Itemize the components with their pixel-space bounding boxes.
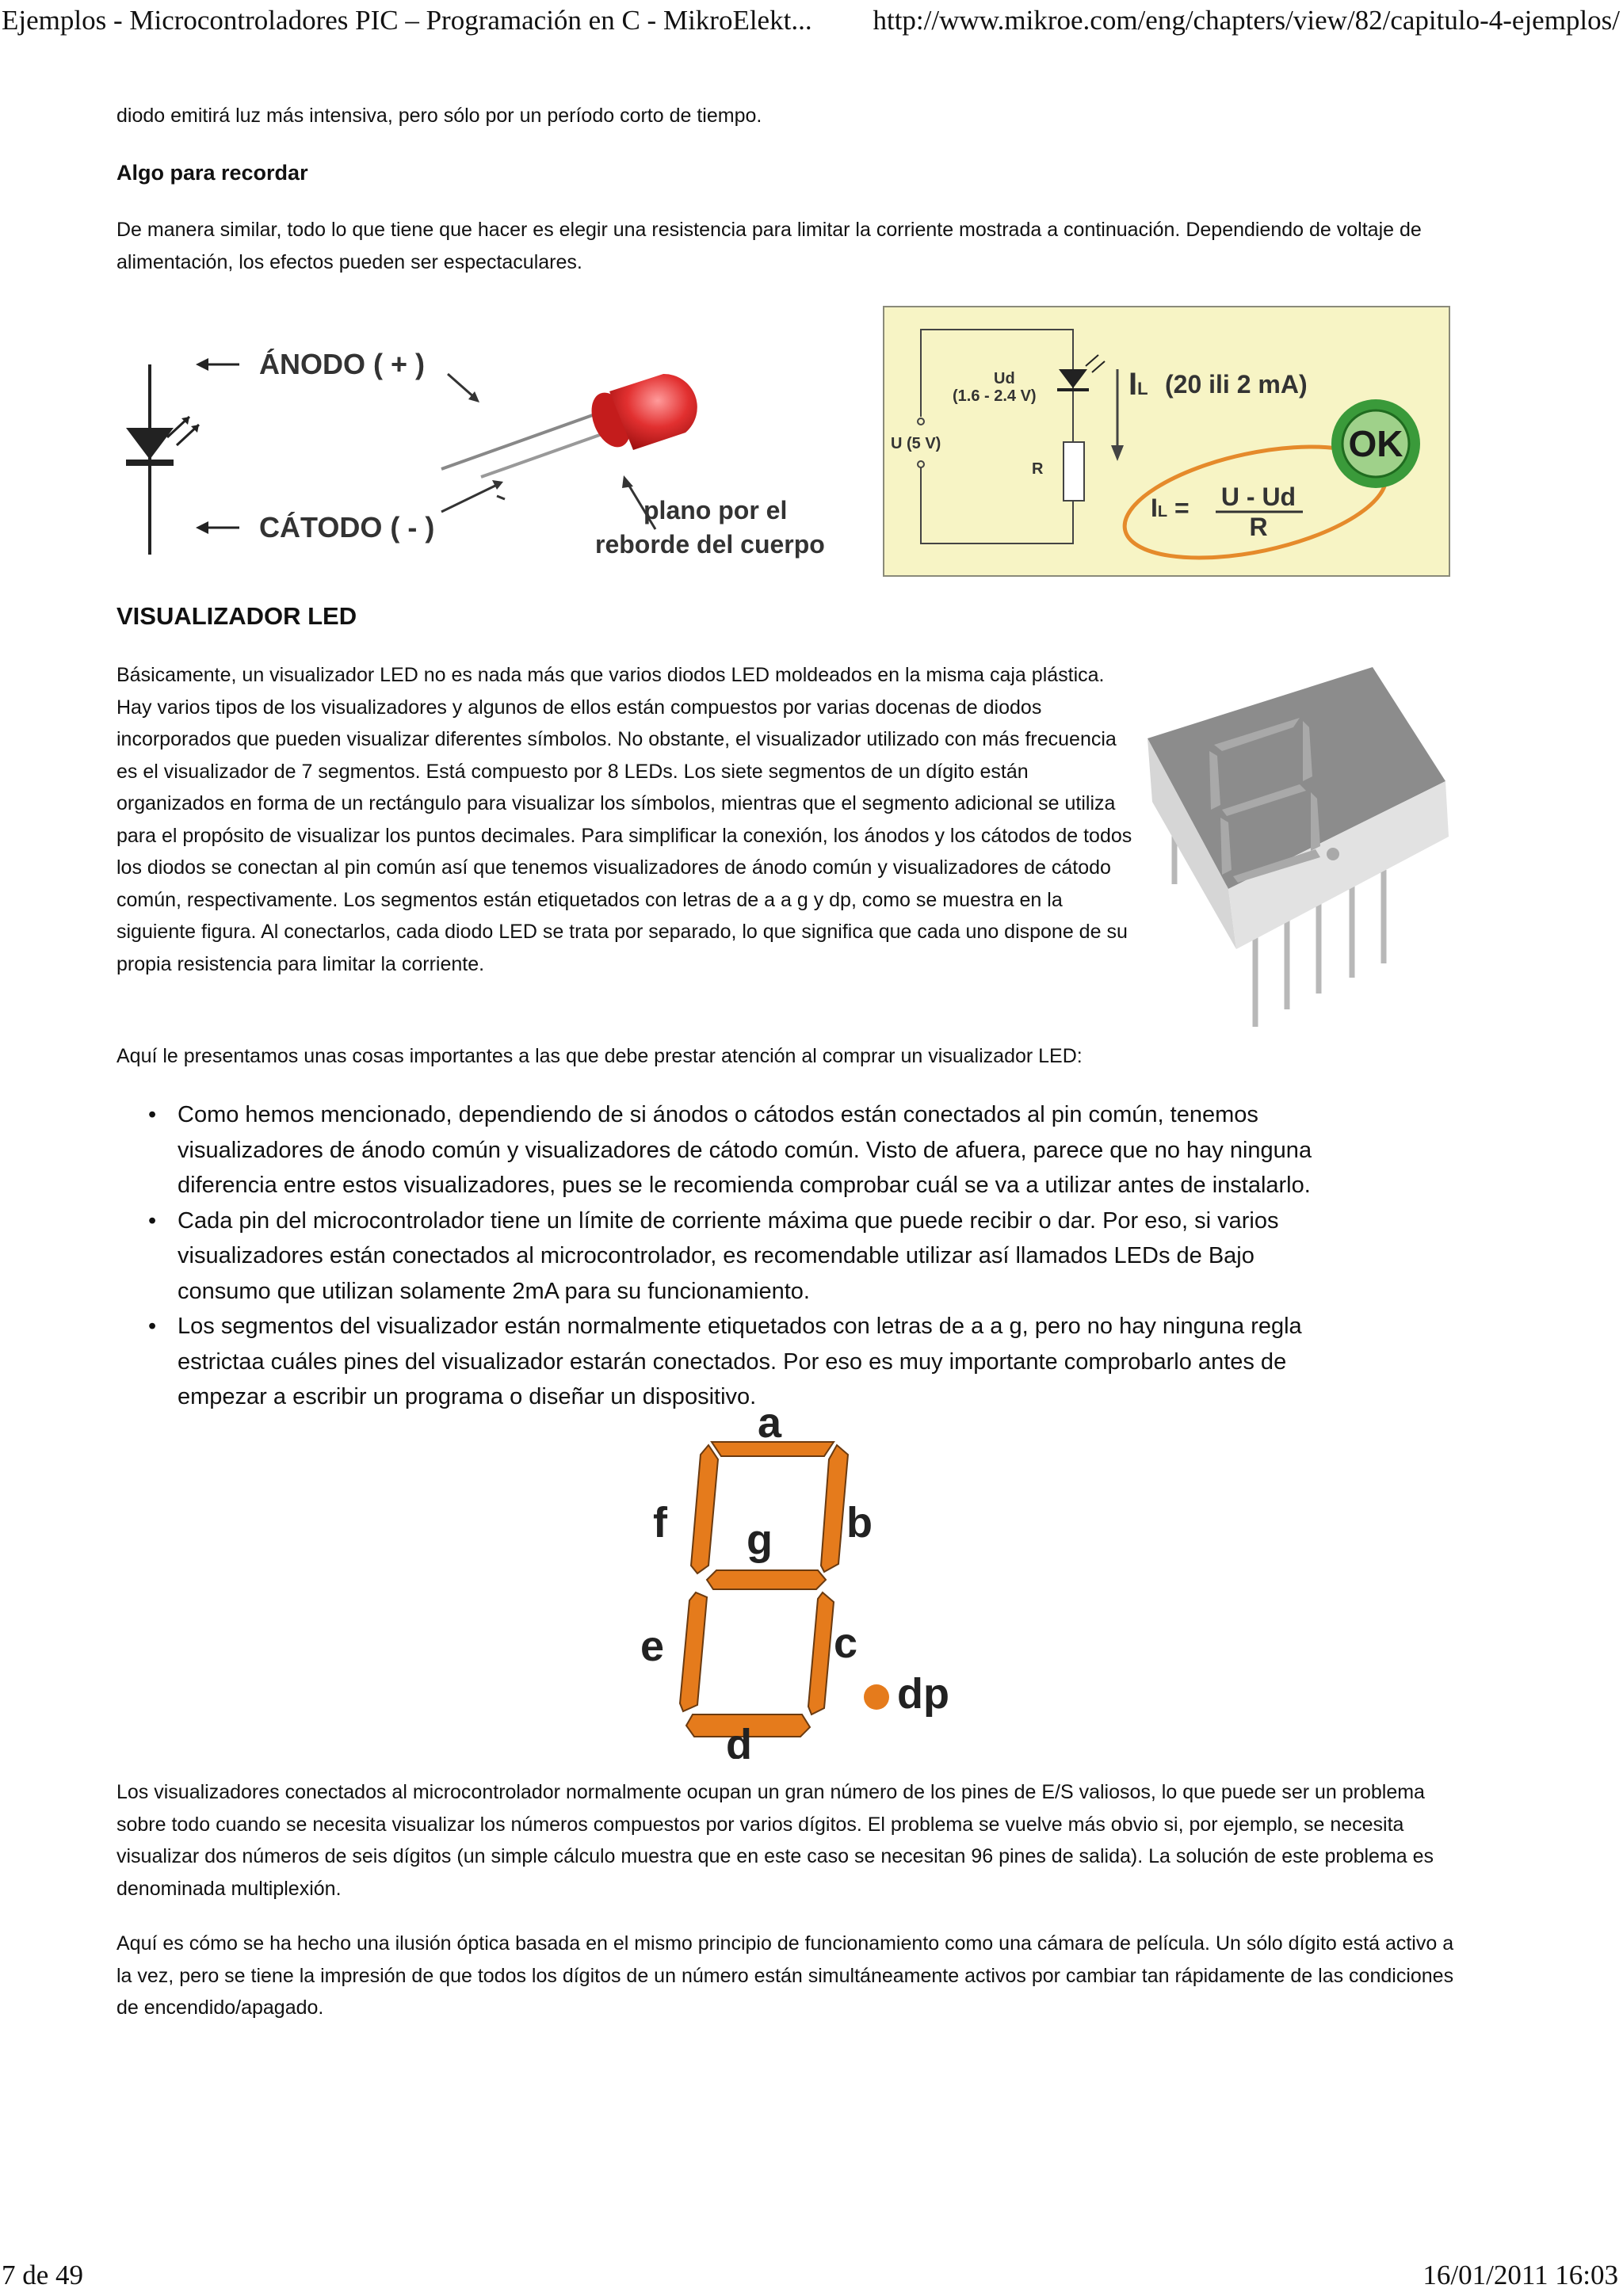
flat-label-line1: plano por el [643, 496, 788, 524]
anode-label: ÁNODO ( + ) [259, 348, 426, 380]
label-f: f [653, 1499, 667, 1547]
supply-label: U (5 V) [891, 435, 941, 452]
label-b: b [846, 1499, 873, 1547]
list-item: • Cada pin del microcontrolador tiene un límite de corriente máxima que puede recibir o dar. Por eso, si varios visualizadores están conectados al microcontrolador, es recomendable utilizar así llamados LEDs de Bajo consumo que utilizan solamente 2mA para su funcionamiento. [116, 1203, 1432, 1310]
segment-f [691, 1445, 718, 1573]
ok-badge-label: OK [1348, 423, 1403, 464]
browser-page-title: Ejemplos - Microcontroladores PIC – Programación en C - MikroElekt... [2, 5, 812, 36]
section1-paragraph: De manera similar, todo lo que tiene que hacer es elegir una resistencia para limitar la corriente mostrada a continuación. Dependiendo de voltaje de alimentación, los efectos pueden ser espectaculares. [116, 219, 1422, 273]
led-lead-anode [441, 412, 601, 469]
segment-c [808, 1592, 834, 1714]
ud-range: (1.6 - 2.4 V) [953, 387, 1037, 405]
led-buying-tips-list [116, 1097, 1432, 1415]
seven-segment-display-photo [1144, 662, 1461, 1027]
formula-lhs: IL = [1151, 494, 1190, 522]
print-datetime: 16/01/2011 16:03 [1423, 2260, 1618, 2290]
section-heading-visualizador-led: VISUALIZADOR LED [116, 602, 357, 630]
resistor-label: R [1032, 460, 1044, 478]
label-c: c [834, 1619, 858, 1667]
page-url[interactable]: http://www.mikroe.com/eng/chapters/view/82/capitulo-4-ejemplos/ [873, 5, 1620, 36]
page-counter: 7 de 49 [2, 2260, 84, 2290]
led-lead-cathode [481, 433, 606, 477]
label-dp: dp [897, 1670, 949, 1718]
label-e: e [640, 1623, 665, 1670]
label-g: g [747, 1516, 773, 1564]
segment-e [680, 1592, 707, 1711]
list-item: • Como hemos mencionado, dependiendo de si ánodos o cátodos están conectados al pin común, tenemos visualizadores de ánodo común y visualizadores de cátodo común. Visto de afuera, parece que no hay ninguna diferencia entre estos visualizadores, pues se le recomienda comprobar cuál se va a utilizar antes de instalarlo. [116, 1097, 1432, 1203]
display-dot [1327, 848, 1339, 860]
flat-label-line2: reborde del cuerpo [595, 530, 825, 559]
list-intro: Aquí le presentamos unas cosas importantes a las que debe prestar atención al comprar un visualizador LED: [116, 1045, 1083, 1067]
circuit-diagram-figure [883, 306, 1450, 577]
segment-b [821, 1445, 848, 1572]
section2-paragraph: Básicamente, un visualizador LED no es nada más que varios diodos LED moldeados en la misma caja plástica. Hay varios tipos de los visualizadores y algunos de ellos están compuestos por varias docenas de diodos incorporados que pueden visualizar diferentes símbolos. No obstante, el visualizador utilizado con más frecuencia es el visualizador de 7 segmentos. Está compuesto por 8 LEDs. Los siete segmentos de un dígito están organizados en forma de un rectángulo para visualizar los símbolos, mientras que el segmento adicional se utiliza para el propósito de visualizar los puntos decimales. Para simplificar la conexión, los ánodos y los cátodos de todos los diodos se conectan al pin común así que tenemos visualizadores de ánodo común y visualizadores de cátodo común, respectivamente. Los segmentos están etiquetados con letras de a a g y dp, como se muestra en la siguiente figura. Al conectarlos, cada diodo LED se trata por separado, lo que significa que cada uno dispone de su propia resistencia para limitar la corriente. [116, 664, 1132, 975]
label-d: d [726, 1721, 752, 1759]
diode-triangle [126, 428, 174, 460]
section3-paragraph2: Aquí es cómo se ha hecho una ilusión óptica basada en el mismo principio de funcionamiento como una cámara de película. Un sólo dígito está activo a la vez, pero se tiene la impresión de que todos los dígitos de un número están simultáneamente activos por cambiar tan rápidamente de las condiciones de encendido/apagado. [116, 1932, 1454, 2019]
formula-numerator: U - Ud [1220, 482, 1296, 511]
segment-labels-diagram [634, 1410, 983, 1759]
ud-label: Ud [994, 370, 1015, 387]
list-item: • Los segmentos del visualizador están normalmente etiquetados con letras de a a g, pero no hay ninguna regla estrictaa cuáles pines del visualizador estarán conectados. Por eso es muy importante comprobarlo antes de empezar a escribir un programa o diseñar un dispositivo. [116, 1309, 1432, 1415]
segment-g [707, 1570, 826, 1589]
circuit-resistor [1064, 442, 1084, 501]
label-a: a [758, 1410, 782, 1447]
cathode-label: CÁTODO ( - ) [259, 511, 435, 543]
section3-paragraph1: Los visualizadores conectados al microcontrolador normalmente ocupan un gran número de los pines de E/S valiosos, lo que puede ser un problema sobre todo cuando se necesita visualizar los números compuestos por varios dígitos. El problema se vuelve más obvio si, por ejemplo, se necesita visualizar dos números de seis dígitos (un simple cálculo muestra que en este caso se necesitan 96 pines de salida). La solución de este problema es denominada multiplexión. [116, 1781, 1434, 1900]
formula-denominator: R [1249, 513, 1268, 541]
section-heading-algo-para-recordar: Algo para recordar [116, 161, 308, 185]
segment-dp-dot [864, 1684, 889, 1710]
intro-line: diodo emitirá luz más intensiva, pero sólo por un período corto de tiempo. [116, 105, 762, 127]
current-label: (20 ili 2 mA) [1165, 370, 1308, 399]
led-diagram-figure [116, 333, 846, 578]
current-symbol: IL [1128, 367, 1148, 402]
